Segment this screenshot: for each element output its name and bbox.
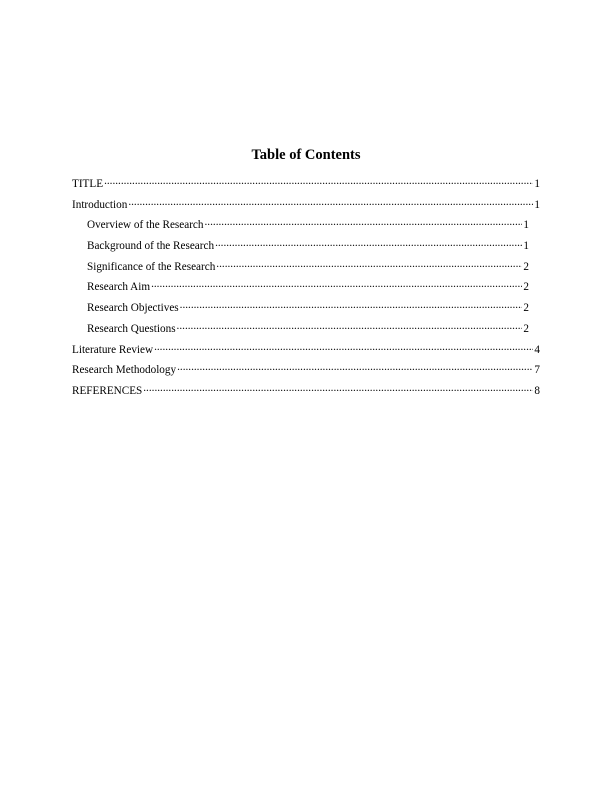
toc-dot-leader — [205, 216, 523, 228]
toc-entry-label: Research Objectives — [87, 302, 179, 315]
toc-dot-leader — [143, 382, 533, 394]
toc-entry-background[interactable] — [72, 237, 529, 258]
toc-heading: Table of Contents — [251, 147, 361, 163]
toc-dot-leader — [154, 341, 533, 353]
toc-entry-label: Introduction — [72, 198, 128, 211]
toc-entry-label: Overview of the Research — [87, 219, 204, 232]
toc-entry-page: 4 — [534, 343, 540, 356]
toc-entry-page: 1 — [523, 240, 529, 253]
toc-entry-page: 1 — [534, 178, 540, 190]
toc-entry-significance[interactable] — [72, 258, 529, 279]
toc-entry-page: 2 — [523, 281, 529, 294]
toc-dot-leader — [177, 361, 533, 373]
toc-entry-label: Significance of the Research — [87, 260, 216, 273]
toc-entry-page: 1 — [534, 198, 540, 211]
toc-dot-leader — [151, 278, 522, 290]
toc-dot-leader — [128, 196, 533, 208]
toc-entry-research-objectives[interactable] — [72, 299, 529, 320]
toc-entry-references[interactable] — [72, 382, 540, 403]
toc-entry-page: 8 — [534, 384, 540, 397]
toc-dot-leader — [177, 320, 523, 332]
toc-entry-page: 1 — [523, 219, 529, 232]
toc-entry-page: 7 — [534, 364, 540, 377]
toc-dot-leader — [104, 175, 533, 187]
toc-entry-label: Background of the Research — [87, 240, 215, 253]
toc-entry-research-aim[interactable] — [72, 278, 529, 299]
toc-entry-label: Research Methodology — [72, 364, 177, 377]
toc-entry-page: 2 — [523, 322, 529, 335]
toc-entry-page: 2 — [523, 302, 529, 315]
toc-entry-title[interactable] — [72, 175, 540, 196]
toc-entry-label: Literature Review — [72, 343, 154, 356]
toc-entry-label: Research Questions — [87, 322, 176, 335]
toc-entry-introduction[interactable] — [72, 196, 540, 217]
toc-list — [72, 175, 540, 403]
toc-dot-leader — [180, 299, 523, 311]
toc-entry-label: TITLE — [72, 178, 104, 190]
toc-entry-literature-review[interactable] — [72, 341, 540, 362]
toc-entry-label: REFERENCES — [72, 384, 143, 397]
toc-entry-research-methodology[interactable] — [72, 361, 540, 382]
toc-entry-label: Research Aim — [87, 281, 151, 294]
toc-entry-overview[interactable] — [72, 216, 529, 237]
toc-dot-leader — [215, 237, 522, 249]
toc-entry-research-questions[interactable] — [72, 320, 529, 341]
toc-entry-page: 2 — [523, 260, 529, 273]
toc-dot-leader — [216, 258, 522, 270]
